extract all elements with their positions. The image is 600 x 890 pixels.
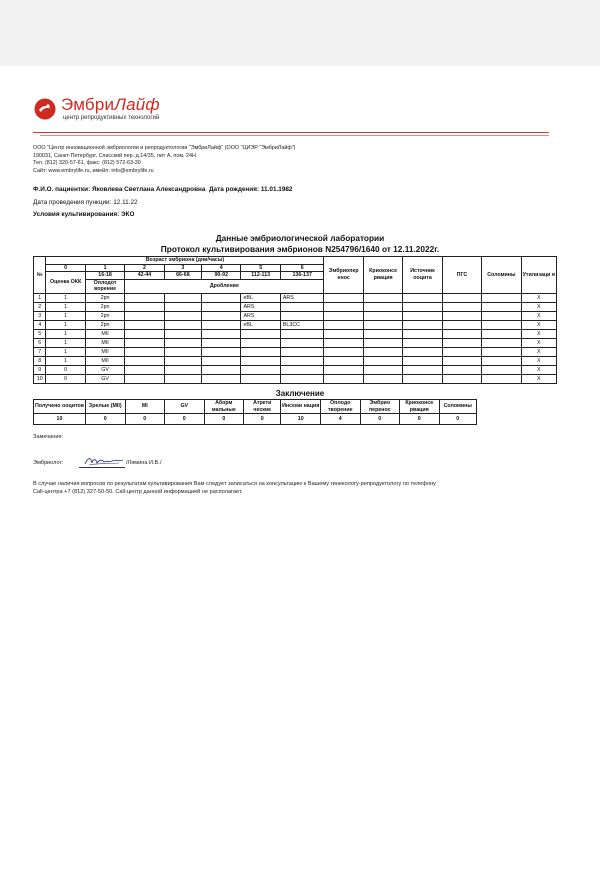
- table-cell: [125, 356, 164, 365]
- table-cell: [125, 302, 164, 311]
- conditions-line: Условия культивирования: ЭКО: [33, 211, 135, 218]
- table-cell: 1: [46, 347, 85, 356]
- table-cell: [442, 329, 481, 338]
- table-cell: eBL: [241, 320, 280, 329]
- table-cell: [482, 338, 521, 347]
- table-cell: [482, 311, 521, 320]
- table-cell: [202, 338, 241, 347]
- table-cell: [202, 356, 241, 365]
- table-cell: MII: [85, 356, 124, 365]
- table-cell: [442, 338, 481, 347]
- table-cell: [280, 338, 324, 347]
- cryo-header: Криоконсе рвация: [363, 257, 402, 294]
- day-0-header: 0: [46, 264, 85, 272]
- oocyte-source-header: Источник ооцита: [403, 257, 442, 294]
- table-cell: [164, 374, 201, 383]
- table-row: [34, 338, 557, 347]
- conclusion-value-cell: 4: [320, 414, 360, 425]
- table-cell: [164, 329, 201, 338]
- table-cell: [125, 329, 164, 338]
- table-cell: [363, 320, 402, 329]
- table-cell: [202, 365, 241, 374]
- pgs-header: ПГС: [442, 257, 481, 294]
- table-cell: [125, 338, 164, 347]
- table-cell: 1: [46, 338, 85, 347]
- table-cell: [324, 356, 363, 365]
- conclusion-header-cell: Аборм мальные: [204, 400, 244, 414]
- straws-header: Соломины: [482, 257, 521, 294]
- table-cell: X: [521, 329, 556, 338]
- table-cell: [363, 374, 402, 383]
- logo-mark-icon: [33, 97, 57, 121]
- table-cell: [403, 311, 442, 320]
- table-cell: 3: [34, 311, 46, 320]
- conclusion-header-cell: Зрелые (MII): [85, 400, 125, 414]
- table-cell: [403, 365, 442, 374]
- table-cell: [280, 374, 324, 383]
- table-cell: [202, 302, 241, 311]
- table-cell: [363, 311, 402, 320]
- table-row: [34, 365, 557, 374]
- table-cell: [324, 293, 363, 302]
- table-cell: [280, 365, 324, 374]
- table-cell: [125, 374, 164, 383]
- transfer-header: Эмбриопер енос: [324, 257, 363, 294]
- ock-header: Оценка ОКК: [46, 272, 85, 294]
- table-cell: [280, 329, 324, 338]
- table-cell: [363, 338, 402, 347]
- table-cell: [442, 302, 481, 311]
- table-cell: 0: [46, 374, 85, 383]
- table-cell: MII: [85, 347, 124, 356]
- conclusion-header-cell: Криоконсе рвация: [400, 400, 440, 414]
- conclusion-value-cell: 0: [439, 414, 476, 425]
- table-cell: 6: [34, 338, 46, 347]
- table-cell: [324, 338, 363, 347]
- table-cell: 2pn: [85, 320, 124, 329]
- table-row: [34, 329, 557, 338]
- table-cell: 1: [46, 293, 85, 302]
- conclusion-value-cell: 0: [244, 414, 281, 425]
- disposal-header: Утилизаци я: [521, 257, 556, 294]
- logo-wordmark: ЭмбриЛайф: [61, 95, 160, 114]
- table-cell: [280, 347, 324, 356]
- table-cell: 8: [34, 356, 46, 365]
- table-cell: [164, 347, 201, 356]
- table-cell: [363, 329, 402, 338]
- table-cell: [241, 374, 280, 383]
- table-cell: MII: [85, 338, 124, 347]
- table-cell: eBL: [241, 293, 280, 302]
- table-cell: [324, 347, 363, 356]
- embryologist-label: Эмбриолог:: [33, 460, 64, 466]
- table-cell: X: [521, 347, 556, 356]
- conclusion-value-cell: 0: [360, 414, 400, 425]
- table-cell: [363, 347, 402, 356]
- table-cell: [241, 365, 280, 374]
- table-cell: ARS: [241, 302, 280, 311]
- day-3-header: 3: [164, 264, 201, 272]
- table-cell: [442, 320, 481, 329]
- conclusion-value-cell: 10: [281, 414, 321, 425]
- table-cell: [363, 356, 402, 365]
- table-cell: [280, 302, 324, 311]
- table-cell: [241, 356, 280, 365]
- table-cell: [363, 365, 402, 374]
- table-cell: [324, 329, 363, 338]
- main-table-body: [34, 293, 557, 383]
- table-row: [34, 302, 557, 311]
- conclusion-header-cell: GV: [165, 400, 205, 414]
- table-cell: [403, 356, 442, 365]
- table-cell: X: [521, 320, 556, 329]
- table-cell: 1: [34, 293, 46, 302]
- conclusion-value-cell: 0: [165, 414, 205, 425]
- table-cell: 2: [34, 302, 46, 311]
- table-row: [34, 320, 557, 329]
- table-cell: [442, 311, 481, 320]
- table-cell: [442, 293, 481, 302]
- table-cell: [125, 365, 164, 374]
- conclusion-header-cell: Получено ооцитов: [34, 400, 86, 414]
- day-4-header: 4: [202, 264, 241, 272]
- table-cell: [125, 320, 164, 329]
- table-cell: [403, 329, 442, 338]
- protocol-title: Протокол культивирования эмбрионов N254796/1640 от 12.11.2022г.: [160, 244, 440, 254]
- table-cell: ARS: [241, 311, 280, 320]
- table-cell: [164, 365, 201, 374]
- table-cell: [280, 311, 324, 320]
- table-cell: [442, 356, 481, 365]
- table-cell: [324, 302, 363, 311]
- table-cell: [442, 365, 481, 374]
- table-cell: [164, 311, 201, 320]
- table-cell: [202, 329, 241, 338]
- conclusion-values-row: [34, 414, 477, 425]
- table-cell: 0: [46, 365, 85, 374]
- table-cell: X: [521, 338, 556, 347]
- table-cell: [241, 347, 280, 356]
- table-cell: X: [521, 293, 556, 302]
- contact-note: В случае наличия вопросов по результатам культивирования Вам следует записаться на консультацию к Вашему гинекологу-репродуктологу по телефону Call-центра +7 (812) 327-50-50. Call-центр данной информацией не располагает.: [33, 481, 436, 495]
- table-cell: 2pn: [85, 302, 124, 311]
- table-cell: [125, 293, 164, 302]
- table-cell: [482, 293, 521, 302]
- table-cell: [164, 356, 201, 365]
- table-cell: [403, 320, 442, 329]
- cultivation-table: [33, 256, 557, 384]
- table-cell: 4: [34, 320, 46, 329]
- header-divider: [33, 132, 549, 133]
- table-cell: 1: [46, 311, 85, 320]
- table-cell: [403, 347, 442, 356]
- embrylife-logo: [33, 95, 173, 131]
- table-cell: [202, 293, 241, 302]
- table-cell: [482, 347, 521, 356]
- day-5-header: 5: [241, 264, 280, 272]
- table-cell: [202, 347, 241, 356]
- table-cell: [202, 320, 241, 329]
- hours-6-header: 136-137: [280, 272, 324, 280]
- conclusion-header-cell: Инсеми нация: [281, 400, 321, 414]
- hours-2-header: 42-44: [125, 272, 164, 280]
- day-1-header: 1: [85, 264, 124, 272]
- table-row: [34, 347, 557, 356]
- table-cell: [202, 374, 241, 383]
- table-cell: [324, 374, 363, 383]
- conclusion-title: Заключение: [275, 389, 325, 398]
- table-cell: [482, 374, 521, 383]
- table-cell: X: [521, 356, 556, 365]
- conclusion-value-cell: 0: [125, 414, 165, 425]
- table-cell: [241, 338, 280, 347]
- conclusion-value-cell: 10: [34, 414, 86, 425]
- conclusion-header-cell: Атрети ческие: [244, 400, 281, 414]
- table-cell: [442, 347, 481, 356]
- table-cell: 1: [46, 356, 85, 365]
- table-cell: GV: [85, 365, 124, 374]
- table-cell: [164, 302, 201, 311]
- table-cell: [403, 338, 442, 347]
- header-divider-2: [40, 135, 549, 136]
- document-page: [0, 66, 600, 890]
- conclusion-header-cell: Эмбрио перенос: [360, 400, 400, 414]
- table-cell: [125, 311, 164, 320]
- table-cell: [280, 356, 324, 365]
- table-cell: [164, 338, 201, 347]
- embryo-age-header: Возраст эмбриона (дни/часы): [46, 257, 324, 265]
- signature-image: [83, 455, 125, 467]
- table-cell: [324, 311, 363, 320]
- hours-5-header: 112-113: [241, 272, 280, 280]
- table-cell: [324, 365, 363, 374]
- table-cell: [363, 293, 402, 302]
- table-cell: [403, 374, 442, 383]
- table-cell: [241, 329, 280, 338]
- table-row: [34, 293, 557, 302]
- table-cell: [482, 329, 521, 338]
- hours-3-header: 66-68: [164, 272, 201, 280]
- table-cell: 5: [34, 329, 46, 338]
- lab-data-title: Данные эмбриологической лаборатории: [215, 233, 385, 243]
- hours-1-header: 16-18: [85, 272, 124, 280]
- table-cell: 2pn: [85, 293, 124, 302]
- table-cell: [482, 320, 521, 329]
- table-cell: X: [521, 311, 556, 320]
- table-cell: [442, 374, 481, 383]
- table-cell: 1: [46, 302, 85, 311]
- table-cell: [324, 320, 363, 329]
- table-cell: [482, 302, 521, 311]
- table-row: [34, 356, 557, 365]
- company-address: ООО "Центр инновационной эмбриологии и репродуктологии "ЭмбриЛайф" (ООО "ЦИЭР "ЭмбриЛайф") 190031, Санкт-Петербург, Спасский пер. д.14/35, лит А, пом. 24Н Тел. (812) 320-57-61, факс: (812) 572-63-30 Сайт: www.embrylife.ru, имейл: info@embrylife.ru: [33, 145, 296, 174]
- conclusion-table: [33, 399, 477, 425]
- conclusion-value-cell: 0: [85, 414, 125, 425]
- table-cell: [482, 365, 521, 374]
- table-cell: 2pn: [85, 311, 124, 320]
- conclusion-value-cell: 0: [204, 414, 244, 425]
- conclusion-header-cell: MI: [125, 400, 165, 414]
- table-cell: 10: [34, 374, 46, 383]
- table-cell: [403, 302, 442, 311]
- table-cell: [403, 293, 442, 302]
- signature-line: [79, 467, 125, 468]
- table-cell: MII: [85, 329, 124, 338]
- day-2-header: 2: [125, 264, 164, 272]
- table-cell: [164, 320, 201, 329]
- table-cell: ARS: [280, 293, 324, 302]
- table-cell: 7: [34, 347, 46, 356]
- table-cell: X: [521, 302, 556, 311]
- table-row: [34, 311, 557, 320]
- hours-4-header: 90-92: [202, 272, 241, 280]
- embryologist-name: /Лямина И.В./: [126, 460, 162, 466]
- table-row: [34, 374, 557, 383]
- col-number-header: №: [34, 257, 46, 294]
- conclusion-header-cell: Соломины: [439, 400, 476, 414]
- table-cell: [164, 293, 201, 302]
- table-cell: [363, 302, 402, 311]
- table-cell: X: [521, 365, 556, 374]
- day-6-header: 6: [280, 264, 324, 272]
- conclusion-header-cell: Оплодо творение: [320, 400, 360, 414]
- table-cell: 1: [46, 329, 85, 338]
- table-cell: 9: [34, 365, 46, 374]
- remarks-label: Замечания:: [33, 434, 64, 440]
- conclusion-header-row: [34, 400, 477, 414]
- table-cell: [202, 311, 241, 320]
- table-cell: BL3CC: [280, 320, 324, 329]
- conclusion-value-cell: 0: [400, 414, 440, 425]
- fertilization-header: Оплодот ворение: [85, 279, 124, 293]
- patient-line: Ф.И.О. пациентки: Яковлева Светлана Александровна Дата рождения: 11.01.1982: [33, 186, 293, 193]
- table-cell: X: [521, 374, 556, 383]
- table-cell: [482, 356, 521, 365]
- table-cell: 1: [46, 320, 85, 329]
- table-cell: [125, 347, 164, 356]
- puncture-date-line: Дата проведения пункции: 12.11.22: [33, 199, 138, 206]
- logo-subtitle: центр репродуктивных технологий: [63, 115, 160, 121]
- cleavage-header: Дробление: [125, 279, 324, 293]
- table-cell: GV: [85, 374, 124, 383]
